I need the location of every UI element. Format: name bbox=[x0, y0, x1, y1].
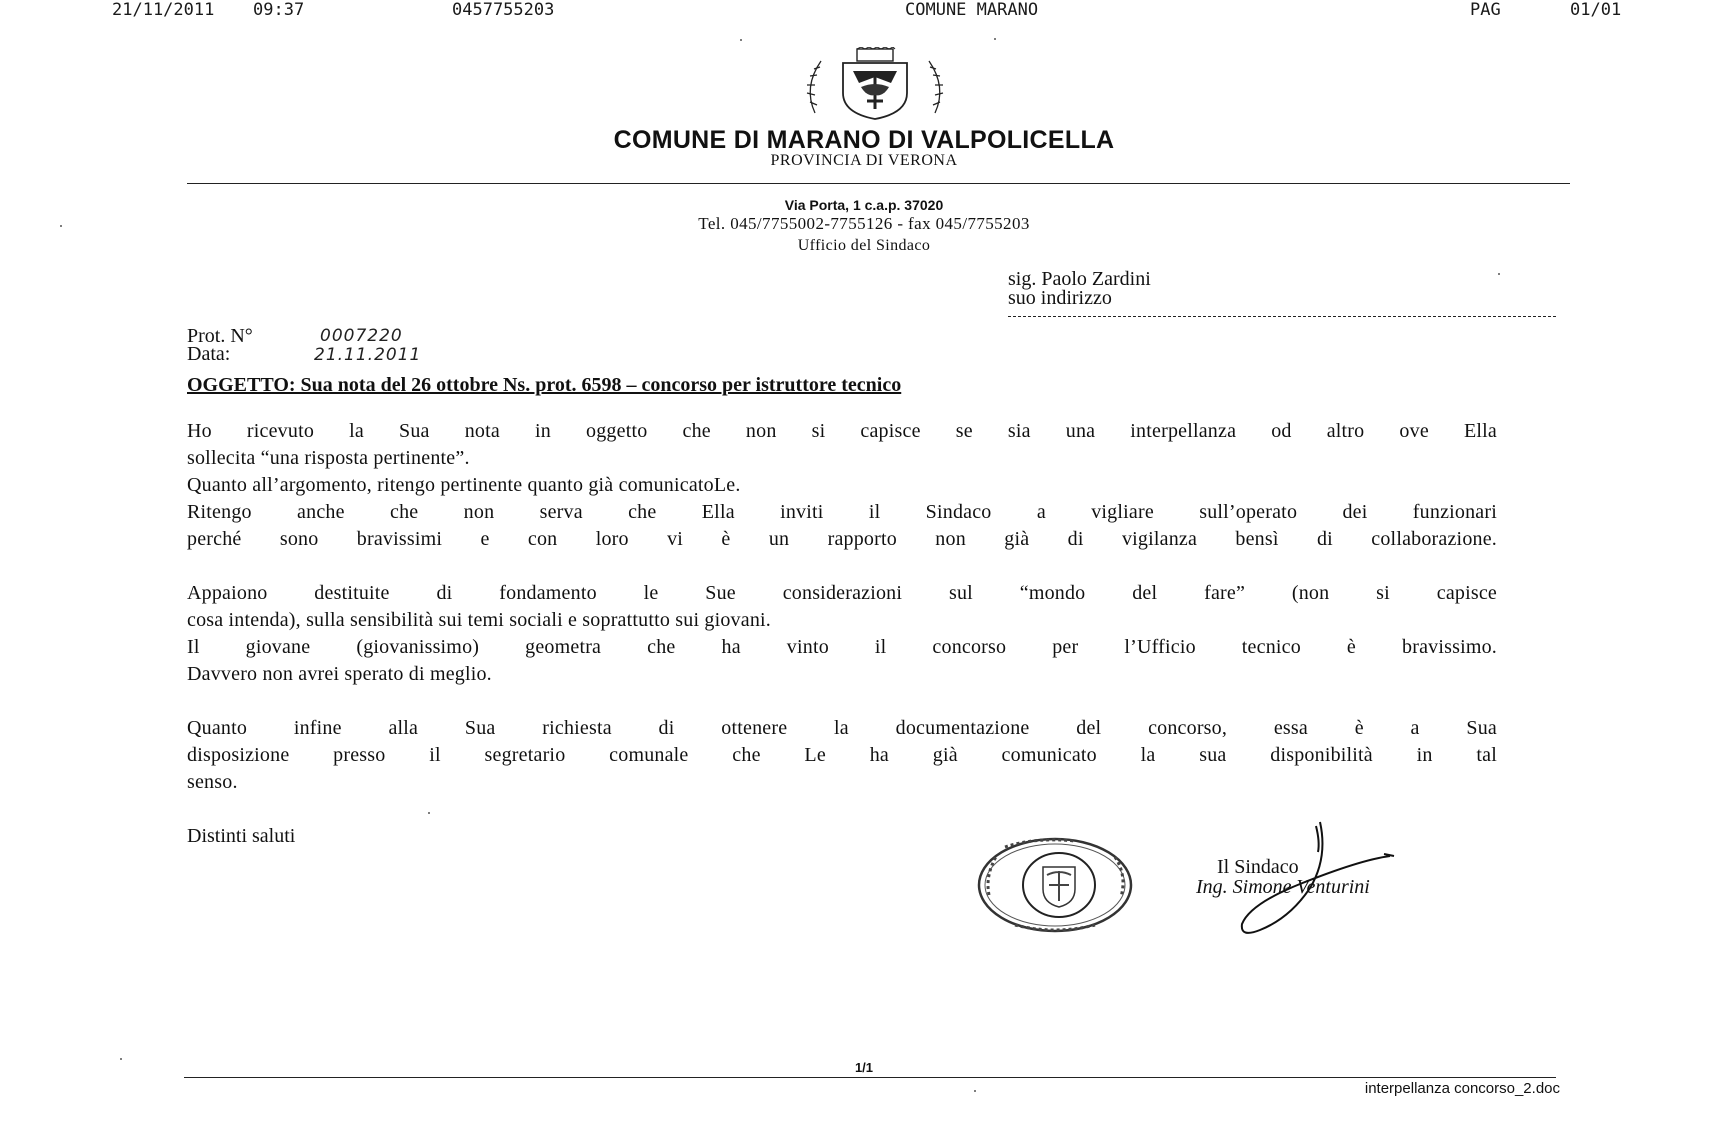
body-line: cosa intenda), sulla sensibilità sui temi sociali e soprattutto sui giovani. bbox=[187, 609, 771, 631]
province-name: PROVINCIA DI VERONA bbox=[770, 152, 958, 169]
closing-salutation: Distinti saluti bbox=[187, 825, 296, 847]
official-seal-icon bbox=[975, 835, 1135, 935]
coat-of-arms-icon bbox=[795, 47, 955, 123]
phone-line: Tel. 045/7755002-7755126 - fax 045/7755203 bbox=[698, 214, 1030, 233]
protocol-number: 0007220 bbox=[320, 326, 403, 346]
date-value: 21.11.2011 bbox=[314, 345, 422, 365]
body-line: disposizione presso il segretario comunale che Le ha già comunicato la sua disponibilità in tal bbox=[187, 744, 1497, 766]
body-line: perché sono bravissimi e con loro vi è un rapporto non già di vigilanza bensì di collaborazione. bbox=[187, 528, 1497, 550]
body-line: Ho ricevuto la Sua nota in oggetto che non si capisce se sia una interpellanza od altro ove Ella bbox=[187, 420, 1497, 442]
signer-name: Ing. Simone Venturini bbox=[1196, 876, 1370, 898]
fax-sender: COMUNE MARANO bbox=[905, 0, 1039, 20]
body-line: Davvero non avrei sperato di meglio. bbox=[187, 663, 492, 685]
letterhead-divider bbox=[187, 183, 1570, 184]
recipient-address: suo indirizzo bbox=[1008, 287, 1112, 309]
body-line: Il giovane (giovanissimo) geometra che ha vinto il concorso per l’Ufficio tecnico è bravissimo. bbox=[187, 636, 1497, 658]
body-line: Ritengo anche che non serva che Ella inviti il Sindaco a vigliare sull’operato dei funzionari bbox=[187, 501, 1497, 523]
municipality-name: COMUNE DI MARANO DI VALPOLICELLA bbox=[613, 126, 1115, 154]
subject-line: OGGETTO: Sua nota del 26 ottobre Ns. prot. 6598 – concorso per istruttore tecnico bbox=[187, 374, 902, 396]
scan-speck bbox=[60, 225, 62, 227]
scan-speck bbox=[974, 1090, 976, 1092]
address-line: Via Porta, 1 c.a.p. 37020 bbox=[784, 197, 944, 213]
fax-number: 0457755203 bbox=[452, 0, 555, 20]
body-line: Appaiono destituite di fondamento le Sue considerazioni sul “mondo del fare” (non si capisce bbox=[187, 582, 1497, 604]
scan-speck bbox=[120, 1058, 122, 1060]
scan-speck bbox=[428, 812, 430, 814]
recipient-underline bbox=[1008, 316, 1556, 317]
signer-title: Il Sindaco bbox=[1217, 856, 1299, 878]
body-line: sollecita “una risposta pertinente”. bbox=[187, 447, 470, 469]
handwritten-signature-icon bbox=[1160, 818, 1410, 938]
recipient-name: sig. Paolo Zardini bbox=[1008, 268, 1151, 290]
fax-page-label: PAG bbox=[1470, 0, 1501, 20]
protocol-label: Prot. N° bbox=[187, 325, 253, 347]
scan-speck bbox=[740, 39, 742, 41]
body-line: Quanto all’argomento, ritengo pertinente quanto già comunicatoLe. bbox=[187, 474, 741, 496]
scan-speck bbox=[1498, 273, 1500, 275]
footer-filename: interpellanza concorso_2.doc bbox=[1364, 1080, 1560, 1097]
date-label: Data: bbox=[187, 343, 231, 365]
fax-time: 09:37 bbox=[253, 0, 305, 20]
body-line: Quanto infine alla Sua richiesta di ottenere la documentazione del concorso, essa è a Sua bbox=[187, 717, 1497, 739]
body-line: senso. bbox=[187, 771, 238, 793]
fax-page: 01/01 bbox=[1570, 0, 1622, 20]
office-line: Ufficio del Sindaco bbox=[797, 237, 931, 254]
footer-divider bbox=[184, 1077, 1556, 1078]
page-number: 1/1 bbox=[854, 1060, 874, 1075]
scan-speck bbox=[994, 38, 996, 40]
fax-date: 21/11/2011 bbox=[112, 0, 215, 20]
